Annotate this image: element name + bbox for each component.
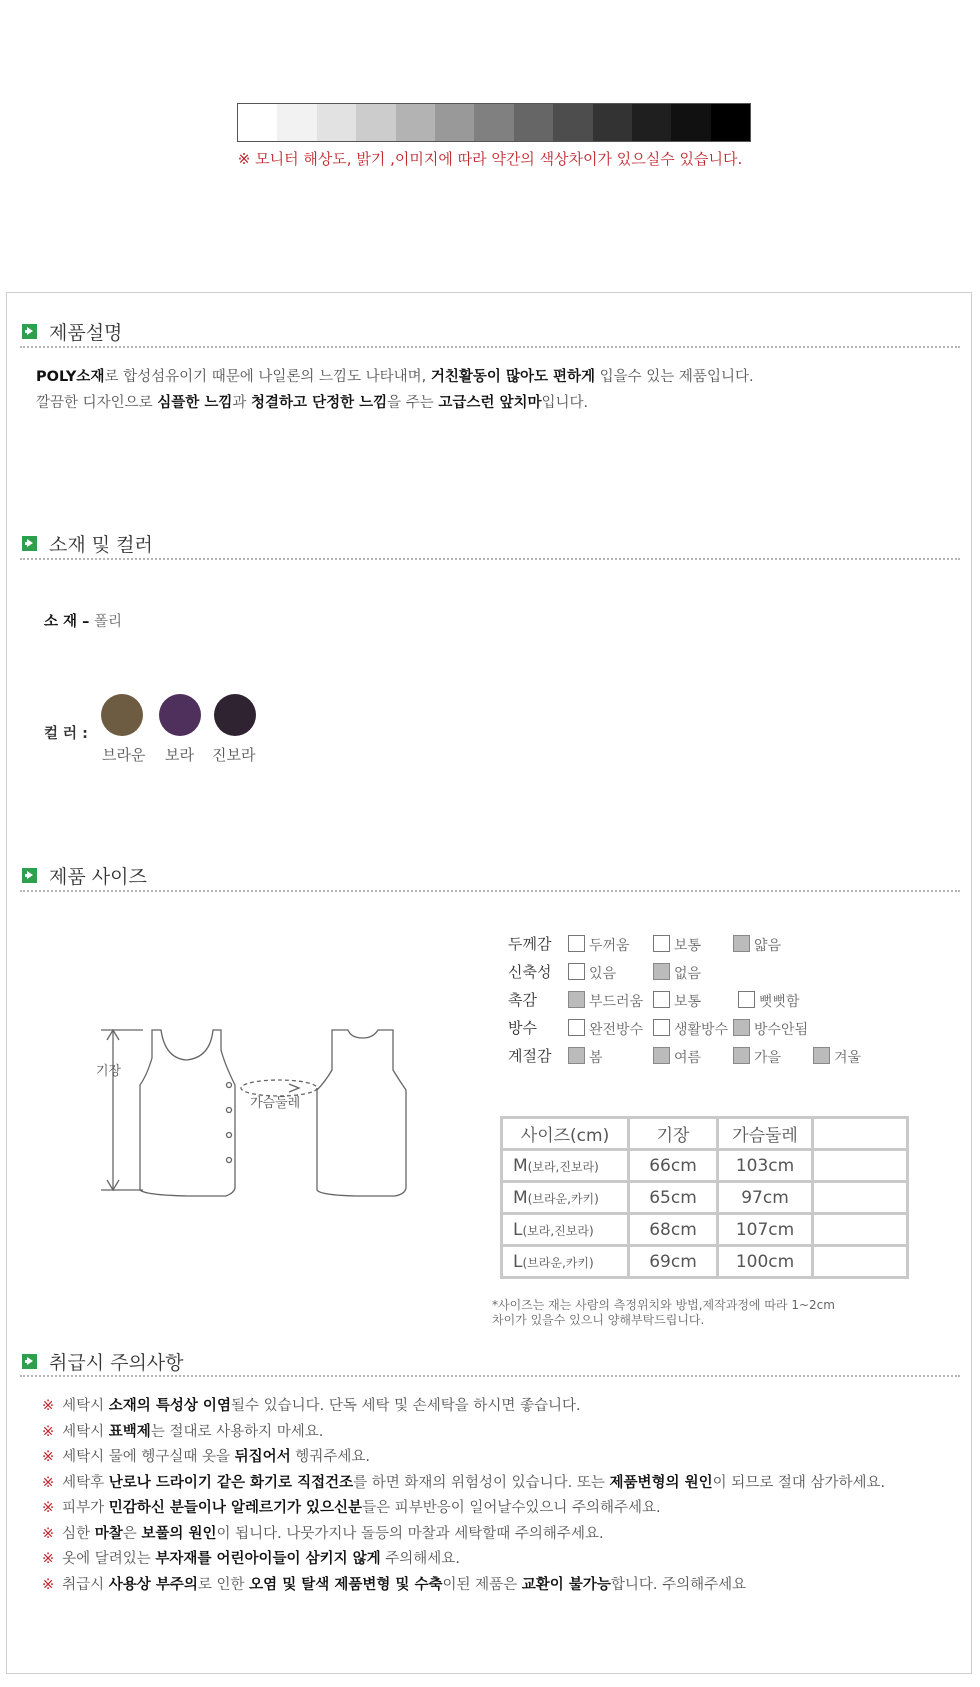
section-material-header <box>22 530 153 557</box>
attribute-label: 계절감 <box>508 1047 552 1065</box>
attribute-label: 두께감 <box>508 935 552 953</box>
grayscale-strip <box>237 103 751 142</box>
color-notice: ※ 모니터 해상도, 밝기 ,이미지에 따라 약간의 색상차이가 있으실수 있습니다. <box>237 150 743 168</box>
grayscale-step <box>238 104 277 141</box>
chest-cell: 103cm <box>719 1151 811 1180</box>
size-table <box>500 1116 909 1279</box>
description-line-1: POLY소재로 합성섬유이기 때문에 나일론의 느낌도 나타내며, 거친활동이 많아도 편하게 입을수 있는 제품입니다. <box>36 369 754 385</box>
attribute-checkbox <box>653 1019 670 1036</box>
care-item: ※ 심한 마찰은 보풀의 원인이 됩니다. 나뭇가지나 돌등의 마찰과 세탁할때 주의해주세요. <box>42 1525 604 1542</box>
attribute-label: 신축성 <box>508 963 552 981</box>
warning-mark-icon: ※ <box>42 1500 55 1516</box>
size-cell: M(브라운,카키) <box>503 1183 627 1212</box>
divider <box>20 558 960 560</box>
grayscale-step <box>277 104 316 141</box>
color-swatch-purple <box>159 694 201 736</box>
empty-cell <box>814 1151 906 1180</box>
table-row <box>503 1183 906 1212</box>
attribute-option-label: 보통 <box>674 938 702 954</box>
attribute-checkbox <box>653 935 670 952</box>
grayscale-step <box>356 104 395 141</box>
grayscale-step <box>317 104 356 141</box>
attribute-option-label: 가을 <box>754 1050 782 1066</box>
warning-mark-icon: ※ <box>42 1449 55 1465</box>
table-row <box>503 1151 906 1180</box>
grayscale-step <box>514 104 553 141</box>
attribute-label: 촉감 <box>508 991 537 1009</box>
length-label: 기장 <box>96 1064 122 1079</box>
attribute-checkbox <box>733 1019 750 1036</box>
divider <box>20 1375 960 1377</box>
attribute-checkbox <box>568 963 585 980</box>
chest-label: 가슴둘레 <box>250 1096 301 1111</box>
attribute-checkbox <box>653 991 670 1008</box>
grayscale-step <box>711 104 750 141</box>
apron-back <box>317 1030 406 1196</box>
care-item: ※ 취급시 사용상 부주의로 인한 오염 및 탈색 제품변형 및 수축이된 제품은 교환이 불가능합니다. 주의해주세요 <box>42 1576 747 1593</box>
attribute-checkbox <box>733 935 750 952</box>
grayscale-step <box>593 104 632 141</box>
grayscale-step <box>435 104 474 141</box>
attribute-checkbox <box>733 1047 750 1064</box>
attribute-option-label: 방수안됨 <box>754 1022 809 1038</box>
length-cell: 68cm <box>630 1215 716 1244</box>
arrow-icon <box>22 536 37 551</box>
attribute-checkbox <box>653 963 670 980</box>
chest-cell: 100cm <box>719 1247 811 1276</box>
section-size-header <box>22 862 147 889</box>
apron-front <box>140 1030 235 1196</box>
divider <box>20 890 960 892</box>
divider <box>20 346 960 348</box>
warning-mark-icon: ※ <box>42 1525 55 1542</box>
attribute-checkbox <box>568 1047 585 1064</box>
care-item: ※ 옷에 달려있는 부자재를 어린아이들이 삼키지 않게 주의해세요. <box>42 1551 460 1567</box>
material-row <box>44 610 122 631</box>
description-line-2: 깔끔한 디자인으로 심플한 느낌과 청결하고 단정한 느낌을 주는 고급스런 앞치마입니다. <box>36 395 589 411</box>
attribute-option-label: 없음 <box>674 966 702 982</box>
header-cell: 기장 <box>630 1119 716 1148</box>
arrow-icon <box>22 868 37 883</box>
size-cell: M(보라,진보라) <box>503 1151 627 1180</box>
section-title: 제품설명 <box>49 322 123 344</box>
size-note: *사이즈는 재는 사람의 측정위치와 방법,제작과정에 따라 1~2cm 차이가 있을수 있으니 양해부탁드립니다. <box>492 1298 835 1327</box>
attribute-option-label: 봄 <box>589 1050 603 1066</box>
attribute-option-label: 생활방수 <box>674 1022 729 1038</box>
table-row <box>503 1247 906 1276</box>
care-item: ※ 세탁후 난로나 드라이기 같은 화기로 직접건조를 하면 화재의 위험성이 있습니다. 또는 제품변형의 원인이 되므로 절대 삼가하세요. <box>42 1474 886 1491</box>
section-title: 제품 사이즈 <box>49 866 147 888</box>
product-detail-box <box>6 292 972 1674</box>
header-cell <box>814 1119 906 1148</box>
length-cell: 69cm <box>630 1247 716 1276</box>
care-item: ※ 피부가 민감하신 분들이나 알레르기가 있으신분들은 피부반응이 일어날수있으니 주의해주세요. <box>42 1500 661 1516</box>
length-cell: 66cm <box>630 1151 716 1180</box>
attribute-label: 방수 <box>508 1019 537 1037</box>
care-item: ※ 세탁시 소재의 특성상 이염될수 있습니다. 단독 세탁 및 손세탁을 하시면 좋습니다. <box>42 1398 581 1414</box>
attribute-checkbox <box>738 991 755 1008</box>
attribute-option-label: 있음 <box>589 966 617 982</box>
attribute-option-label: 얇음 <box>754 938 782 954</box>
table-header-row <box>503 1119 906 1148</box>
care-item: ※ 세탁시 표백제는 절대로 사용하지 마세요. <box>42 1423 324 1440</box>
chest-cell: 107cm <box>719 1215 811 1244</box>
attribute-option-label: 여름 <box>674 1050 702 1066</box>
arrow-icon <box>22 324 37 339</box>
empty-cell <box>814 1247 906 1276</box>
header-cell: 사이즈(cm) <box>503 1119 627 1148</box>
warning-mark-icon: ※ <box>42 1474 55 1491</box>
empty-cell <box>814 1183 906 1212</box>
warning-mark-icon: ※ <box>42 1398 55 1414</box>
attribute-checkbox <box>568 935 585 952</box>
length-cell: 65cm <box>630 1183 716 1212</box>
section-care-header <box>22 1348 184 1375</box>
color-swatch-brown <box>101 694 143 736</box>
grayscale-step <box>671 104 710 141</box>
grayscale-step <box>553 104 592 141</box>
apron-size-diagram <box>95 1020 435 1205</box>
attribute-option-label: 뻣뻣함 <box>759 994 800 1010</box>
empty-cell <box>814 1215 906 1244</box>
section-description-header <box>22 318 122 345</box>
grayscale-step <box>474 104 513 141</box>
grayscale-step <box>396 104 435 141</box>
warning-mark-icon: ※ <box>42 1551 55 1567</box>
table-row <box>503 1215 906 1244</box>
attribute-checkbox <box>653 1047 670 1064</box>
color-name: 브라운 <box>102 746 146 764</box>
size-cell: L(브라운,카키) <box>503 1247 627 1276</box>
color-swatch-dark-purple <box>214 694 256 736</box>
attribute-option-label: 완전방수 <box>589 1022 644 1038</box>
header-cell: 가슴둘레 <box>719 1119 811 1148</box>
warning-mark-icon: ※ <box>42 1423 55 1440</box>
material-value: 폴리 <box>93 614 122 630</box>
color-name: 보라 <box>165 746 194 764</box>
attribute-checkbox <box>568 991 585 1008</box>
attribute-option-label: 두꺼움 <box>589 938 630 954</box>
warning-mark-icon: ※ <box>42 1576 55 1593</box>
material-label: 소 재 – <box>44 614 90 630</box>
attribute-option-label: 보통 <box>674 994 702 1010</box>
section-title: 취급시 주의사항 <box>49 1352 184 1374</box>
care-item: ※ 세탁시 물에 헹구실때 옷을 뒤집어서 헹궈주세요. <box>42 1449 370 1465</box>
attribute-checkbox <box>568 1019 585 1036</box>
size-cell: L(보라,진보라) <box>503 1215 627 1244</box>
color-label: 컬 러 : <box>44 726 88 742</box>
attribute-checkbox <box>813 1047 830 1064</box>
color-name: 진보라 <box>212 746 256 764</box>
attribute-option-label: 겨울 <box>834 1050 862 1066</box>
section-title: 소재 및 컬러 <box>49 534 153 556</box>
grayscale-step <box>632 104 671 141</box>
chest-cell: 97cm <box>719 1183 811 1212</box>
attribute-option-label: 부드러움 <box>589 994 644 1010</box>
arrow-icon <box>22 1354 37 1369</box>
